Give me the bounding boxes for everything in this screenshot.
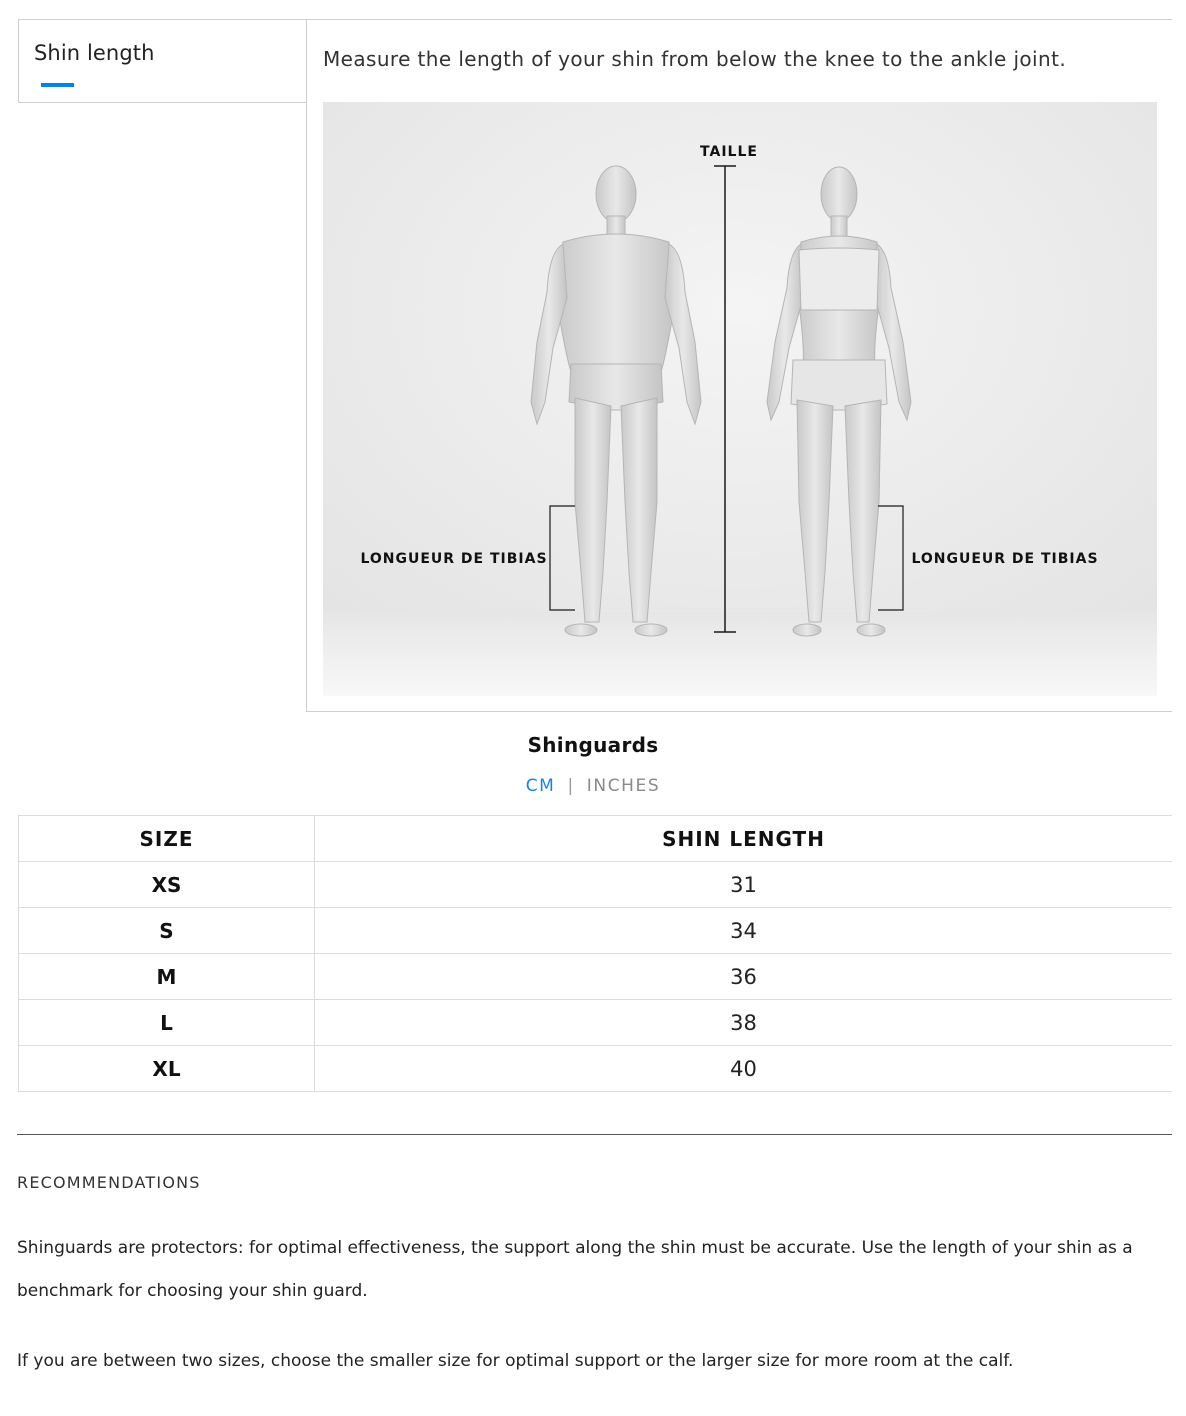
unit-cm-button[interactable]: CM bbox=[525, 776, 556, 796]
table-row bbox=[19, 862, 1173, 908]
table-row bbox=[19, 908, 1173, 954]
unit-separator: | bbox=[567, 776, 575, 796]
recommendations-title: RECOMMENDATIONS bbox=[17, 1173, 201, 1192]
height-label: TAILLE bbox=[700, 144, 758, 160]
header-size: SIZE bbox=[19, 816, 315, 862]
tab-label: Shin length bbox=[34, 41, 155, 65]
unit-inches-button[interactable]: INCHES bbox=[586, 776, 661, 796]
recommendations-paragraph: If you are between two sizes, choose the smaller size for optimal support or the larger size for more room at the calf. bbox=[17, 1351, 1014, 1371]
measurement-instruction: Measure the length of your shin from below the knee to the ankle joint. bbox=[323, 47, 1067, 71]
size-cell: XL bbox=[19, 1046, 315, 1092]
size-cell: S bbox=[19, 908, 315, 954]
size-table bbox=[18, 815, 1172, 1092]
shin-label-right: LONGUEUR DE TIBIAS bbox=[911, 551, 1099, 567]
shin-length-cell: 31 bbox=[315, 862, 1173, 908]
table-row bbox=[19, 1000, 1173, 1046]
shin-label-left: LONGUEUR DE TIBIAS bbox=[360, 551, 548, 567]
shin-length-cell: 36 bbox=[315, 954, 1173, 1000]
tab-active-indicator bbox=[41, 83, 74, 87]
illustration-background bbox=[323, 102, 1157, 696]
table-row bbox=[19, 954, 1173, 1000]
table-header-row bbox=[19, 816, 1173, 862]
recommendations-paragraph: Shinguards are protectors: for optimal effectiveness, the support along the shin must be accurate. Use the length of your shin as a benchmark for choosing your shin guard. bbox=[17, 1238, 1133, 1301]
illustration-floor bbox=[323, 612, 1157, 696]
header-shin-length: SHIN LENGTH bbox=[315, 816, 1173, 862]
measurement-panel bbox=[306, 19, 1172, 712]
shin-length-cell: 38 bbox=[315, 1000, 1173, 1046]
shin-length-cell: 34 bbox=[315, 908, 1173, 954]
table-row bbox=[19, 1046, 1173, 1092]
shin-length-cell: 40 bbox=[315, 1046, 1173, 1092]
size-cell: XS bbox=[19, 862, 315, 908]
section-divider bbox=[17, 1134, 1172, 1135]
size-cell: L bbox=[19, 1000, 315, 1046]
size-cell: M bbox=[19, 954, 315, 1000]
size-chart-title: Shinguards bbox=[527, 733, 659, 757]
unit-toggle bbox=[0, 776, 1186, 796]
body-measurement-illustration bbox=[323, 102, 1157, 696]
tab-shin-length[interactable] bbox=[18, 19, 306, 103]
